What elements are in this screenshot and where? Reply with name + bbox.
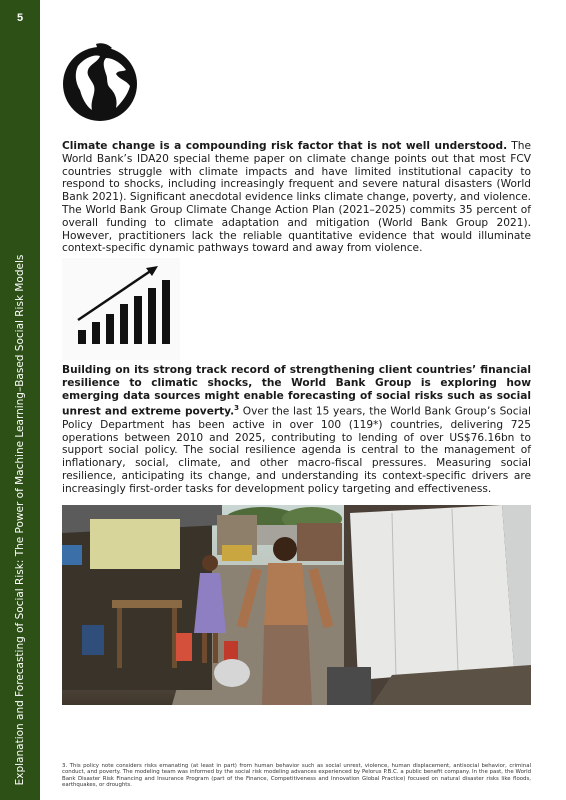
sidebar	[0, 0, 40, 800]
footnote: 3. This policy note considers risks emanating (at least in part) from human behavior such as social unrest, violence, human displacement, antisocial behavior, criminal conduct, and poverty. The modeling team was informed by the social risk modeling advances experienced by Pelorus P.B.C. a public benefit company. In the past, the World Bank Disaster Risk Financing and Insurance Program (part of the Finance, Competitiveness and Innovation Global Practice) focused on natural disaster risks like floods, earthquakes, or droughts.	[62, 763, 531, 789]
growth-chart-icon	[62, 258, 180, 360]
settlement-photo	[62, 505, 531, 705]
climate-paragraph	[62, 140, 531, 255]
forecasting-body: Over the last 15 years, the World Bank Group’s Social Policy Department has been active in over 100 (119*) countries, delivering 725 operations between 2010 and 2025, contributing to lending of over US$76.16bn to support social policy. The social resilience agenda is central to the management of inflationary, social, climate, and other macro-fiscal pressures. Measuring social resilience, anticipating its change, and understanding its context-specific drivers are increasingly first-order tasks for development policy targeting and effectiveness.	[62, 405, 531, 495]
climate-lead: Climate change is a compounding risk factor that is not well understood.	[62, 140, 508, 152]
running-title: Explanation and Forecasting of Social Risk: The Power of Machine Learning–Based Social Risk Models	[14, 254, 26, 786]
footnote-reference[interactable]: 3	[234, 404, 240, 413]
globe-icon	[60, 40, 140, 124]
forecasting-lead: Building on its strong track record of strengthening client countries’ financial resilience to climatic shocks, the World Bank Group is exploring how emerging data sources might enable forecasting of social risks such as social unrest and extreme poverty.	[62, 364, 531, 418]
forecasting-paragraph	[62, 364, 531, 496]
climate-body: The World Bank’s IDA20 special theme paper on climate change points out that most FCV countries struggle with climate impacts and have limited institutional capacity to respond to shocks, including increasingly frequent and severe natural disasters (World Bank 2021). Significant anecdotal evidence links climate change, poverty, and violence. The World Bank Group Climate Change Action Plan (2021–2025) commits 35 percent of overall funding to climate adaptation and mitigation (World Bank Group 2021). However, practitioners lack the reliable quantitative evidence that would illuminate context-specific dynamic pathways toward and away from violence.	[62, 140, 531, 255]
page-number: 5	[16, 12, 24, 24]
